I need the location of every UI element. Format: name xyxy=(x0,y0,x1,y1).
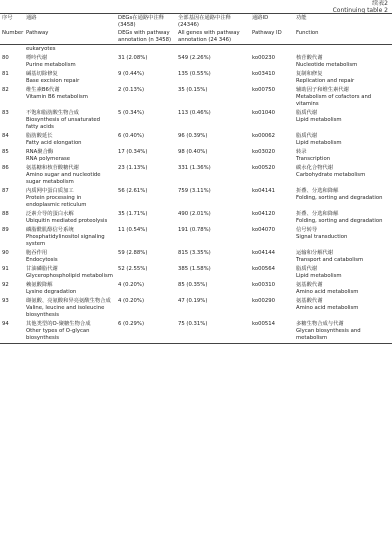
pathway-name-en: Valine, leucine and isoleucine biosynthesis xyxy=(26,305,105,318)
cell-pathway-id xyxy=(250,226,294,249)
cell-function xyxy=(294,249,392,265)
header-zh-number: 序号 xyxy=(0,14,24,30)
degs-count: 6 (0.29%) xyxy=(118,321,145,327)
cell-pathway xyxy=(24,132,116,148)
degs-count: 11 (0.54%) xyxy=(118,227,148,233)
all-genes-count: 75 (0.31%) xyxy=(178,321,208,327)
cell-pathway-id xyxy=(250,54,294,70)
function-en: Amino acid metabolism xyxy=(296,289,359,295)
degs-count: 52 (2.55%) xyxy=(118,266,148,272)
header-en-number: Number xyxy=(0,29,24,45)
cell-pathway xyxy=(24,187,116,210)
all-genes-count: 549 (2.26%) xyxy=(178,55,211,61)
degs-count: 9 (0.44%) xyxy=(118,71,145,77)
function-en: Lipid metabolism xyxy=(296,273,342,279)
header-zh-degs: DEGs在通路中注释(3458) xyxy=(116,14,176,30)
header-en-pathway-id: Pathway ID xyxy=(250,29,294,45)
pathway-name-en: Endocytosis xyxy=(26,257,58,263)
cell-pathway xyxy=(24,265,116,281)
cell-function xyxy=(294,164,392,187)
function-zh: 碳水化合物代谢 xyxy=(296,165,334,171)
cell-function xyxy=(294,297,392,320)
pathway-id: ko00564 xyxy=(252,266,275,272)
cell-pathway-id xyxy=(250,249,294,265)
pathway-name-en: RNA polymerase xyxy=(26,156,71,162)
pathway-name-en: Vitamin B6 metabolism xyxy=(26,94,88,100)
pathway-name-en: Protein processing in endoplasmic reticulum xyxy=(26,195,87,208)
cell-degs xyxy=(116,187,176,210)
cell-all-genes xyxy=(176,297,250,320)
pathway-name-en: Phosphatidylinositol signaling system xyxy=(26,234,105,247)
pathway-id: ko04144 xyxy=(252,250,275,256)
header-zh-all-genes: 全部基因在通路中注释(24346) xyxy=(176,14,250,30)
degs-count: 35 (1.71%) xyxy=(118,211,148,217)
cell-degs xyxy=(116,265,176,281)
cell-pathway xyxy=(24,226,116,249)
function-en: Folding, sorting and degradation xyxy=(296,218,383,224)
table-row xyxy=(0,109,392,132)
pathway-name-en: Base excision repair xyxy=(26,78,80,84)
cell-degs xyxy=(116,249,176,265)
cell-all-genes xyxy=(176,249,250,265)
pathway-name-zh: 甘油磷脂代谢 xyxy=(26,266,58,272)
row-number: 84 xyxy=(2,133,9,139)
cell-function xyxy=(294,226,392,249)
cell-number xyxy=(0,86,24,109)
cell-all-genes xyxy=(176,109,250,132)
cell-pathway xyxy=(24,281,116,297)
row-number: 92 xyxy=(2,282,9,288)
pathway-id: ko04070 xyxy=(252,227,275,233)
pathway-id: ko03410 xyxy=(252,71,275,77)
cell-pathway xyxy=(24,210,116,226)
cell-degs xyxy=(116,164,176,187)
row-number: 85 xyxy=(2,149,9,155)
table-row xyxy=(0,45,392,55)
degs-count: 6 (0.40%) xyxy=(118,133,145,139)
cell-all-genes xyxy=(176,70,250,86)
cell-pathway xyxy=(24,45,116,55)
cell-function xyxy=(294,86,392,109)
table-row xyxy=(0,297,392,320)
pathway-name-zh: 氨基糖和核苷酸糖代谢 xyxy=(26,165,79,171)
function-zh: 多糖生物合成与代谢 xyxy=(296,321,344,327)
table-row xyxy=(0,54,392,70)
row-number: 81 xyxy=(2,71,9,77)
cell-pathway-id xyxy=(250,70,294,86)
cell-all-genes xyxy=(176,281,250,297)
cell-number xyxy=(0,187,24,210)
pathway-name-en: Amino sugar and nucleotide sugar metabolism xyxy=(26,172,101,185)
row-number: 86 xyxy=(2,165,9,171)
all-genes-count: 98 (0.40%) xyxy=(178,149,208,155)
pathway-id: ko04141 xyxy=(252,188,275,194)
function-zh: 折叠、分选和降解 xyxy=(296,188,339,194)
pathway-name-zh: 嘌呤代谢 xyxy=(26,55,48,61)
all-genes-count: 759 (3.11%) xyxy=(178,188,211,194)
cell-degs xyxy=(116,109,176,132)
cell-function xyxy=(294,187,392,210)
pathway-id: ko04120 xyxy=(252,211,275,217)
cell-degs xyxy=(116,148,176,164)
function-zh: 氨基酸代谢 xyxy=(296,282,323,288)
pathway-name-en: Purine metabolism xyxy=(26,62,76,68)
table-header xyxy=(0,14,392,45)
function-zh: 脂质代谢 xyxy=(296,133,318,139)
table-row xyxy=(0,164,392,187)
pathway-name-zh: 脂肪酸延长 xyxy=(26,133,53,139)
cell-pathway-id xyxy=(250,320,294,344)
pathway-table xyxy=(0,13,392,344)
cell-all-genes xyxy=(176,210,250,226)
cell-all-genes xyxy=(176,54,250,70)
function-zh: 复制和修复 xyxy=(296,71,323,77)
cell-all-genes xyxy=(176,320,250,344)
function-en: Folding, sorting and degradation xyxy=(296,195,383,201)
cell-pathway-id xyxy=(250,86,294,109)
function-en: Transport and catabolism xyxy=(296,257,364,263)
pathway-name-en: Lysine degradation xyxy=(26,289,77,295)
cell-pathway-id xyxy=(250,187,294,210)
cell-number xyxy=(0,226,24,249)
all-genes-count: 385 (1.58%) xyxy=(178,266,211,272)
function-zh: 脂质代谢 xyxy=(296,110,318,116)
pathway-id: ko00290 xyxy=(252,298,275,304)
cell-all-genes xyxy=(176,187,250,210)
table-body xyxy=(0,45,392,344)
cell-function xyxy=(294,320,392,344)
cell-function xyxy=(294,70,392,86)
cell-function xyxy=(294,109,392,132)
table-row xyxy=(0,226,392,249)
pathway-id: ko00230 xyxy=(252,55,275,61)
table-row xyxy=(0,70,392,86)
degs-count: 59 (2.88%) xyxy=(118,250,148,256)
pathway-id: ko01040 xyxy=(252,110,275,116)
table-row xyxy=(0,320,392,344)
row-number: 93 xyxy=(2,298,9,304)
cell-pathway-id xyxy=(250,132,294,148)
degs-count: 4 (0.20%) xyxy=(118,298,145,304)
cell-all-genes xyxy=(176,265,250,281)
table-row xyxy=(0,249,392,265)
cell-number xyxy=(0,210,24,226)
cell-all-genes xyxy=(176,45,250,55)
degs-count: 56 (2.61%) xyxy=(118,188,148,194)
cell-number xyxy=(0,249,24,265)
header-en-degs: DEGs with pathway annotation (n 3458) xyxy=(116,29,176,45)
pathway-name-zh: 维生素B6代谢 xyxy=(26,87,60,93)
row-number: 80 xyxy=(2,55,9,61)
pathway-name-en: Glycerophospholipid metabolism xyxy=(26,273,113,279)
row-number: 87 xyxy=(2,188,9,194)
table-row xyxy=(0,281,392,297)
cell-number xyxy=(0,148,24,164)
cell-pathway xyxy=(24,109,116,132)
degs-count: 31 (2.08%) xyxy=(118,55,148,61)
pathway-id: ko00520 xyxy=(252,165,275,171)
cell-number xyxy=(0,109,24,132)
cell-pathway xyxy=(24,297,116,320)
cell-number xyxy=(0,45,24,55)
cell-function xyxy=(294,54,392,70)
cell-number xyxy=(0,265,24,281)
pathway-name-zh: 不饱和脂肪酸生物合成 xyxy=(26,110,79,116)
cell-pathway xyxy=(24,164,116,187)
function-en: Lipid metabolism xyxy=(296,140,342,146)
table-row xyxy=(0,148,392,164)
function-zh: 折叠、分选和降解 xyxy=(296,211,339,217)
pathway-name-zh: 碱基切除修复 xyxy=(26,71,58,77)
all-genes-count: 815 (3.35%) xyxy=(178,250,211,256)
row-number: 82 xyxy=(2,87,9,93)
table-row xyxy=(0,187,392,210)
row-number: 90 xyxy=(2,250,9,256)
pathway-name-zh: 其他类型的O-聚糖生物合成 xyxy=(26,321,91,327)
function-en: Amino acid metabolism xyxy=(296,305,359,311)
header-zh-pathway: 通路 xyxy=(24,14,116,30)
pathway-id: ko00310 xyxy=(252,282,275,288)
table-row xyxy=(0,210,392,226)
all-genes-count: 85 (0.35%) xyxy=(178,282,208,288)
table-row xyxy=(0,132,392,148)
cell-degs xyxy=(116,86,176,109)
all-genes-count: 331 (1.36%) xyxy=(178,165,211,171)
function-zh: 核苷酸代谢 xyxy=(296,55,323,61)
cell-number xyxy=(0,54,24,70)
cell-number xyxy=(0,132,24,148)
all-genes-count: 113 (0.46%) xyxy=(178,110,211,116)
cell-function xyxy=(294,210,392,226)
pathway-name-en: Ubiquitin mediated proteolysis xyxy=(26,218,108,224)
function-zh: 转录 xyxy=(296,149,307,155)
all-genes-count: 135 (0.55%) xyxy=(178,71,211,77)
all-genes-count: 35 (0.15%) xyxy=(178,87,208,93)
pathway-name-zh: 内质网中蛋白质加工 xyxy=(26,188,74,194)
row-number: 83 xyxy=(2,110,9,116)
pathway-id: ko00514 xyxy=(252,321,275,327)
continuing-table-label xyxy=(333,0,388,14)
pathway-name-zh: 缬氨酸、亮氨酸和异亮氨酸生物合成 xyxy=(26,298,111,304)
cell-function xyxy=(294,45,392,55)
pathway-id: ko00062 xyxy=(252,133,275,139)
function-en: Replication and repair xyxy=(296,78,355,84)
cell-number xyxy=(0,320,24,344)
degs-count: 2 (0.13%) xyxy=(118,87,145,93)
cell-number xyxy=(0,164,24,187)
cell-pathway-id xyxy=(250,281,294,297)
cell-function xyxy=(294,281,392,297)
cell-pathway-id xyxy=(250,297,294,320)
cell-pathway xyxy=(24,249,116,265)
row-number: 94 xyxy=(2,321,9,327)
header-en-all-genes: All genes with pathway annotation (24 346) xyxy=(176,29,250,45)
all-genes-count: 191 (0.78%) xyxy=(178,227,211,233)
function-en: Carbohydrate metabolism xyxy=(296,172,366,178)
cell-pathway-id xyxy=(250,148,294,164)
pathway-name-zh: 赖氨酸降解 xyxy=(26,282,53,288)
cell-degs xyxy=(116,320,176,344)
pathway-id: ko03020 xyxy=(252,149,275,155)
cell-pathway-id xyxy=(250,109,294,132)
function-zh: 脂质代谢 xyxy=(296,266,318,272)
cell-number xyxy=(0,297,24,320)
degs-count: 4 (0.20%) xyxy=(118,282,145,288)
row-number: 88 xyxy=(2,211,9,217)
row-number: 91 xyxy=(2,266,9,272)
cell-degs xyxy=(116,54,176,70)
pathway-name-zh: 磷脂酰肌醇信号系统 xyxy=(26,227,74,233)
pathway-name-en: Other types of O-glycan biosynthesis xyxy=(26,328,90,341)
function-zh: 信号转导 xyxy=(296,227,318,233)
all-genes-count: 490 (2.01%) xyxy=(178,211,211,217)
cell-pathway-id xyxy=(250,265,294,281)
cell-degs xyxy=(116,210,176,226)
cell-pathway-id xyxy=(250,164,294,187)
header-zh-function: 功能 xyxy=(294,14,392,30)
cell-all-genes xyxy=(176,132,250,148)
function-zh: 氨基酸代谢 xyxy=(296,298,323,304)
function-en: Metabolism of cofactors and vitamins xyxy=(296,94,372,107)
cell-function xyxy=(294,148,392,164)
degs-count: 5 (0.34%) xyxy=(118,110,145,116)
cell-degs xyxy=(116,226,176,249)
header-en-function: Function xyxy=(294,29,392,45)
function-zh: 辅助因子和维生素代谢 xyxy=(296,87,349,93)
cell-pathway-id xyxy=(250,210,294,226)
header-en-pathway: Pathway xyxy=(24,29,116,45)
degs-count: 17 (0.34%) xyxy=(118,149,148,155)
function-zh: 运输和分解代谢 xyxy=(296,250,334,256)
pathway-name-en: eukaryotes xyxy=(26,46,56,52)
header-zh-pathway-id: 通路ID xyxy=(250,14,294,30)
cell-all-genes xyxy=(176,164,250,187)
continuing-table-label-en: Continuing table 2 xyxy=(332,7,388,14)
pathway-name-zh: 泛素介导的蛋白水解 xyxy=(26,211,74,217)
function-en: Transcription xyxy=(296,156,331,162)
function-en: Lipid metabolism xyxy=(296,117,342,123)
cell-pathway xyxy=(24,54,116,70)
row-number: 89 xyxy=(2,227,9,233)
cell-pathway xyxy=(24,320,116,344)
cell-degs xyxy=(116,132,176,148)
continuing-table-label-zh: 续表2 xyxy=(372,0,388,7)
cell-number xyxy=(0,70,24,86)
cell-number xyxy=(0,281,24,297)
table-row xyxy=(0,265,392,281)
cell-all-genes xyxy=(176,226,250,249)
pathway-id: ko00750 xyxy=(252,87,275,93)
cell-degs xyxy=(116,45,176,55)
cell-all-genes xyxy=(176,148,250,164)
cell-all-genes xyxy=(176,86,250,109)
pathway-name-en: Biosynthesis of unsaturated fatty acids xyxy=(26,117,101,130)
cell-degs xyxy=(116,297,176,320)
cell-degs xyxy=(116,70,176,86)
cell-pathway xyxy=(24,86,116,109)
cell-degs xyxy=(116,281,176,297)
all-genes-count: 47 (0.19%) xyxy=(178,298,208,304)
pathway-name-zh: 胞吞作用 xyxy=(26,250,48,256)
pathway-name-en: Fatty acid elongation xyxy=(26,140,82,146)
table-row xyxy=(0,86,392,109)
function-en: Signal transduction xyxy=(296,234,348,240)
cell-pathway-id xyxy=(250,45,294,55)
cell-pathway xyxy=(24,70,116,86)
cell-function xyxy=(294,265,392,281)
all-genes-count: 96 (0.39%) xyxy=(178,133,208,139)
pathway-name-zh: RNA聚合酶 xyxy=(26,149,54,155)
cell-function xyxy=(294,132,392,148)
function-en: Nucleotide metabolism xyxy=(296,62,358,68)
function-en: Glycan biosynthesis and metabolism xyxy=(296,328,361,341)
cell-pathway xyxy=(24,148,116,164)
degs-count: 23 (1.13%) xyxy=(118,165,148,171)
